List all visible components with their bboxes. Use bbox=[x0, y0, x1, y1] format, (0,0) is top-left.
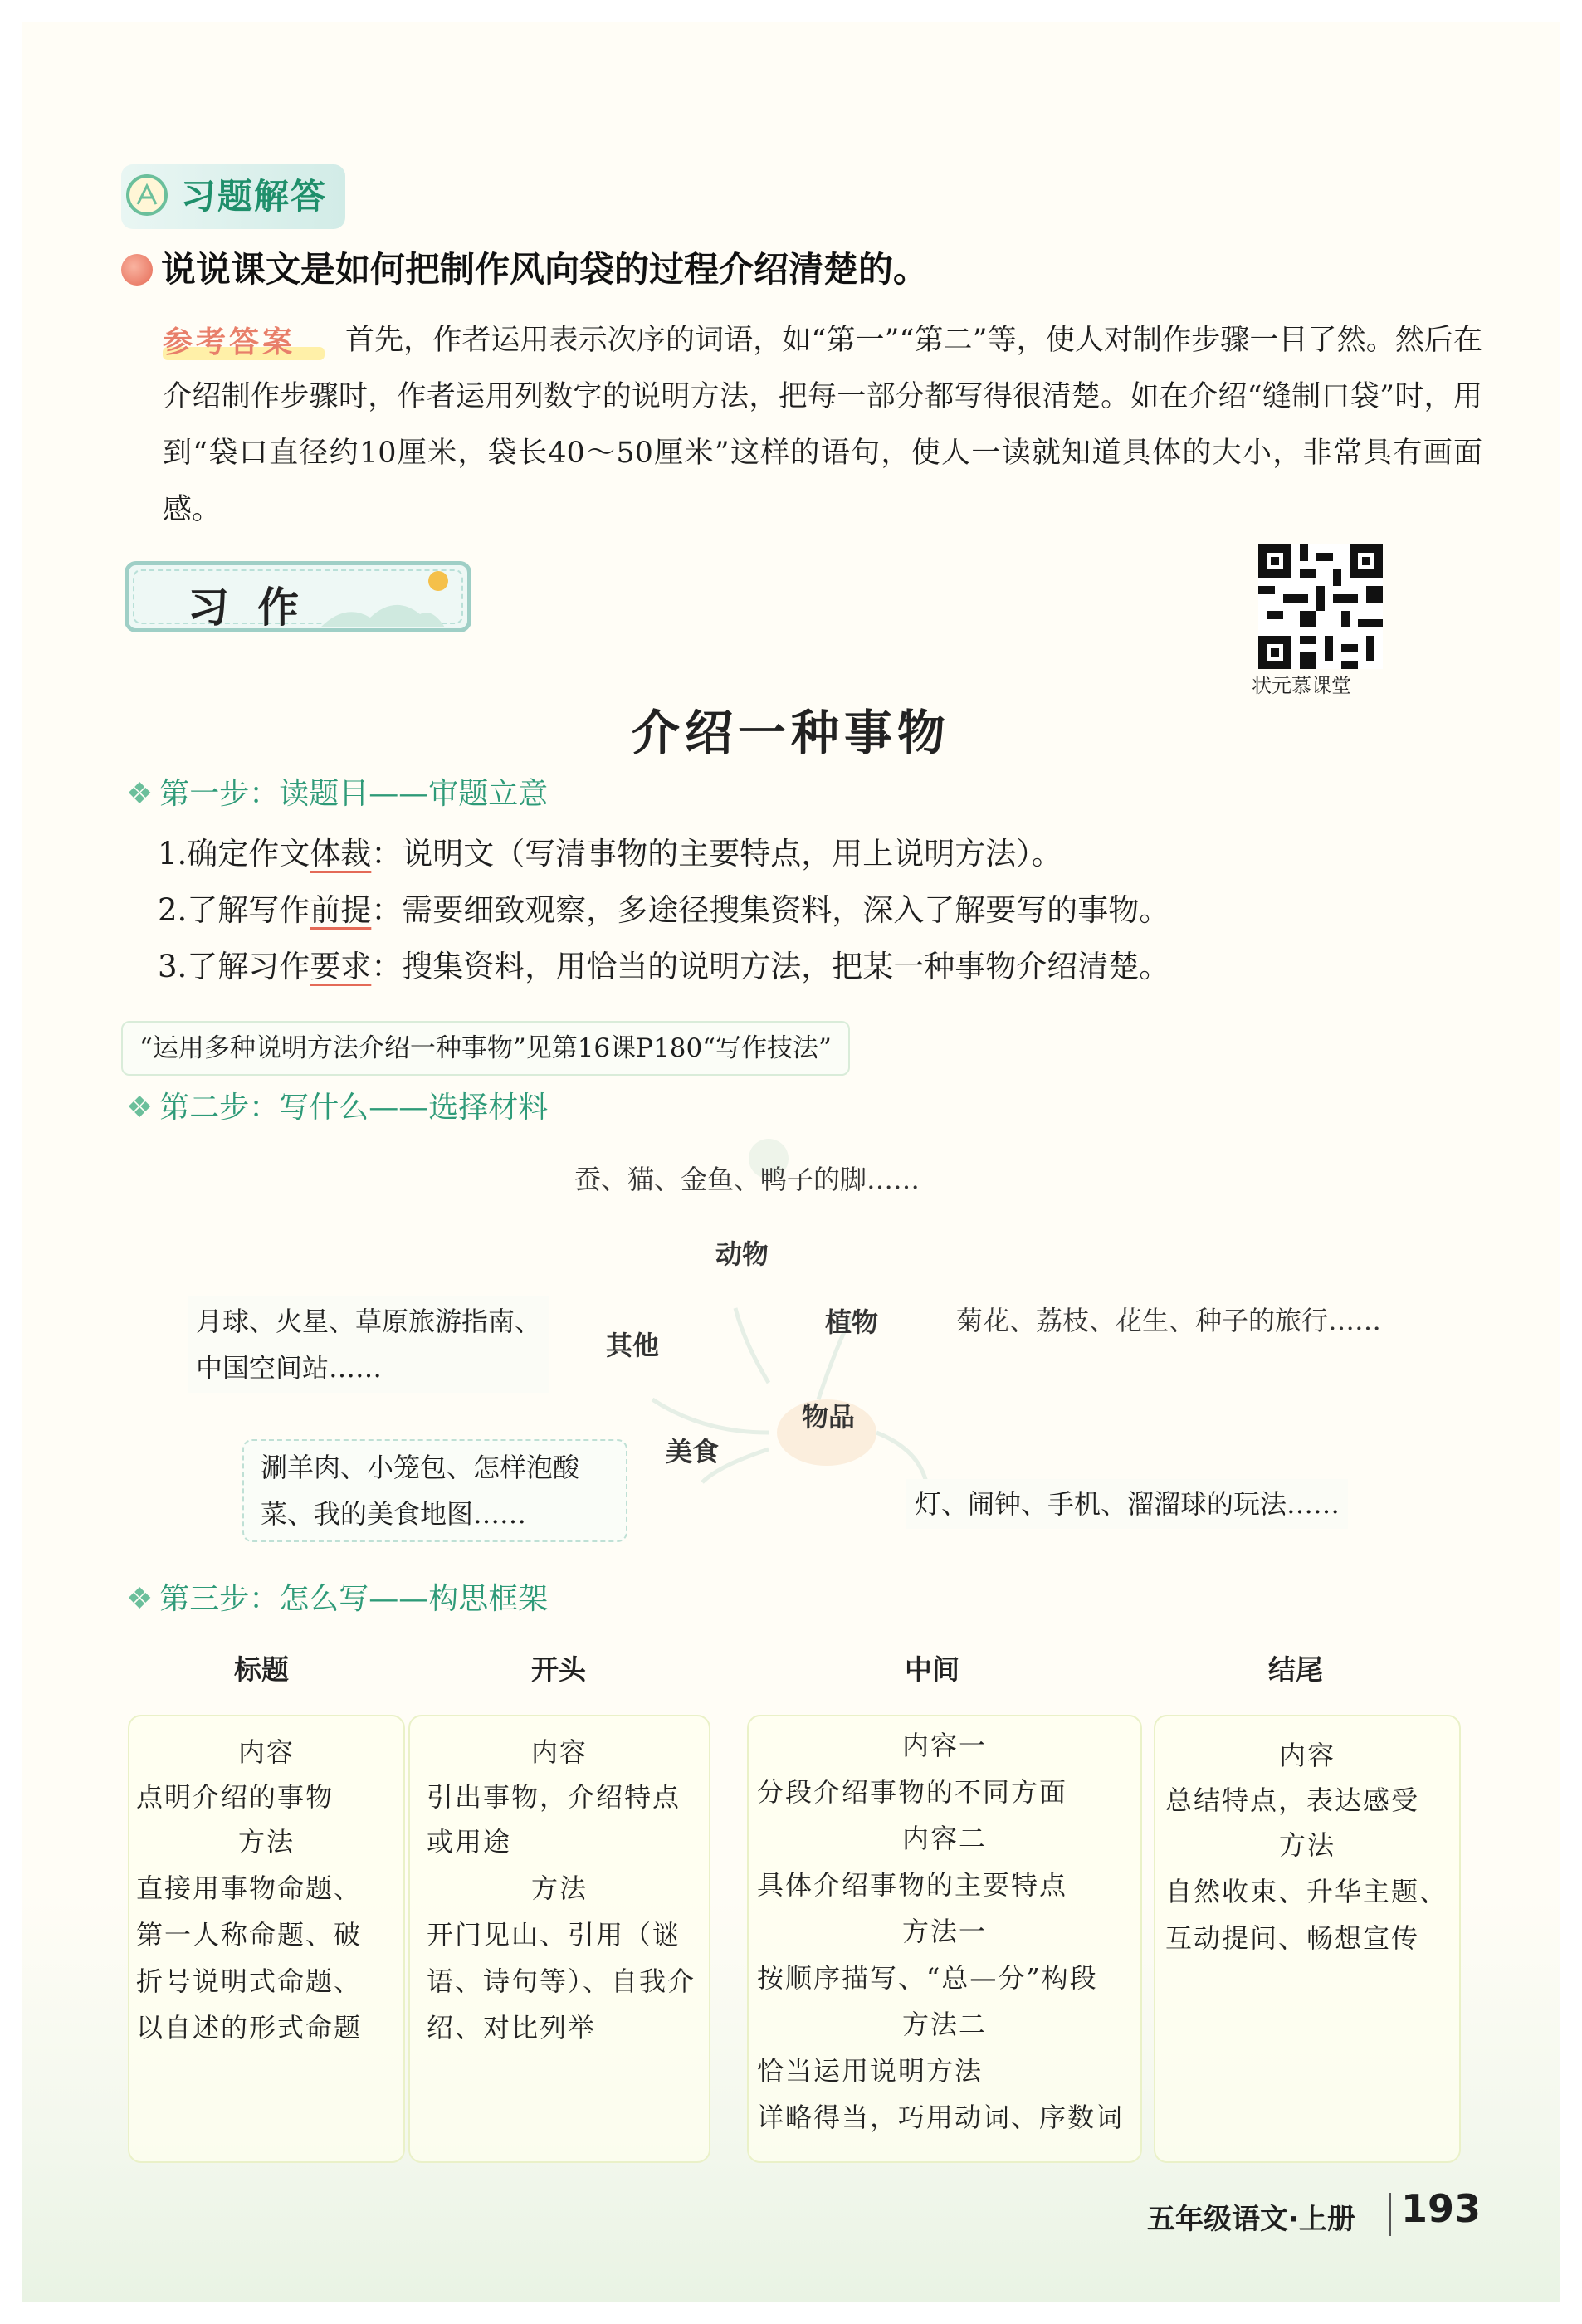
col-line: 以自述的形式命题 bbox=[136, 2012, 363, 2043]
col-line: 方法 bbox=[1278, 1829, 1335, 1861]
diamond-icon: ❖ bbox=[126, 1582, 154, 1616]
section-icon bbox=[126, 174, 168, 216]
object-examples: 灯、闹钟、手机、溜溜球的玩法…… bbox=[906, 1479, 1348, 1529]
col-line: 分段介绍事物的不同方面 bbox=[757, 1776, 1068, 1808]
col-line: 或用途 bbox=[427, 1826, 512, 1858]
step1-heading-text: 第一步：读题目——审题立意 bbox=[159, 777, 549, 811]
col-line: 内容一 bbox=[901, 1730, 987, 1761]
step1-item-3: 3.了解习作要求：搜集资料，用恰当的说明方法，把某一种事物介绍清楚。 bbox=[158, 949, 1170, 984]
col-line: 内容 bbox=[1278, 1740, 1335, 1771]
col-title-heading: 标题 bbox=[234, 1653, 289, 1686]
col-line: 总结特点，表达感受 bbox=[1165, 1784, 1420, 1816]
mountain-icon bbox=[320, 594, 445, 627]
col-line: 引出事物，介绍特点 bbox=[427, 1781, 681, 1813]
category-animal: 动物 bbox=[715, 1238, 769, 1270]
tip-reference: “运用多种说明方法介绍一种事物”见第16课P180“写作技法” bbox=[121, 1021, 850, 1076]
col-line: 内容二 bbox=[901, 1823, 987, 1854]
diamond-icon: ❖ bbox=[126, 1091, 154, 1125]
section-label: 习题解答 bbox=[181, 176, 328, 217]
col-line: 内容 bbox=[530, 1736, 588, 1768]
footer-book-title: 五年级语文·上册 bbox=[1147, 2203, 1355, 2236]
col-line: 互动提问、畅想宣传 bbox=[1165, 1922, 1420, 1954]
step2-heading bbox=[126, 1084, 548, 1126]
col-title-middle: 中间 bbox=[905, 1653, 959, 1686]
col-line: 折号说明式命题、 bbox=[136, 1965, 363, 1997]
col-line: 方法 bbox=[237, 1826, 295, 1858]
food-examples bbox=[242, 1439, 627, 1542]
other-examples-line-2: 中国空间站…… bbox=[196, 1352, 383, 1384]
qr-caption: 状元慕课堂 bbox=[1252, 674, 1351, 697]
center-objects: 物品 bbox=[802, 1401, 856, 1433]
col-line: 方法 bbox=[530, 1872, 588, 1904]
col-line: 方法二 bbox=[901, 2009, 987, 2040]
question-text: 说说课文是如何把制作风向袋的过程介绍清楚的。 bbox=[161, 249, 929, 290]
col-line: 绍、对比列举 bbox=[427, 2012, 597, 2043]
food-examples-line-2: 菜、我的美食地图…… bbox=[261, 1498, 527, 1530]
answer-label: 参考答案 bbox=[163, 325, 296, 359]
col-line: 第一人称命题、破 bbox=[136, 1919, 363, 1950]
category-food: 美食 bbox=[666, 1436, 720, 1467]
sun-icon bbox=[428, 571, 448, 591]
col-line: 内容 bbox=[237, 1736, 295, 1768]
other-examples-line-1: 月球、火星、草原旅游指南、 bbox=[196, 1306, 542, 1337]
step3-heading-text: 第三步：怎么写——构思框架 bbox=[159, 1582, 549, 1616]
page-number: 193 bbox=[1401, 2186, 1482, 2231]
footer-divider bbox=[1389, 2193, 1391, 2236]
col-line: 详略得当，巧用动词、序数词 bbox=[757, 2102, 1125, 2133]
answer-text: 首先，作者运用表示次序的词语，如“第一”“第二”等，使人对制作步骤一目了然。然后在介绍制作步骤时，作者运用列数字的说明方法，把每一部分都写得很清楚。如在介绍“缝制口袋”时，用到“袋口直径约10厘米，袋长40～50厘米”这样的语句，使人一读就知道具体的大小，非常具有画面感。 bbox=[163, 324, 1482, 526]
question-bullet-icon bbox=[121, 254, 153, 286]
step1-item-2: 2.了解写作前提：需要细致观察，多途径搜集资料，深入了解要写的事物。 bbox=[158, 892, 1170, 928]
col-line: 方法一 bbox=[901, 1916, 987, 1947]
textbook-page bbox=[22, 22, 1560, 2302]
step1-item-1: 1.确定作文体裁：说明文（写清事物的主要特点，用上说明方法）。 bbox=[158, 836, 1062, 872]
col-line: 具体介绍事物的主要特点 bbox=[757, 1869, 1068, 1901]
writing-tab-label: 习作 bbox=[188, 583, 327, 632]
col-title-ending: 结尾 bbox=[1268, 1653, 1323, 1686]
col-title-opening: 开头 bbox=[531, 1653, 586, 1686]
diamond-icon: ❖ bbox=[126, 777, 154, 811]
food-examples-line-1: 涮羊肉、小笼包、怎样泡酸 bbox=[261, 1452, 580, 1483]
other-examples bbox=[188, 1296, 549, 1393]
step1-heading bbox=[126, 770, 548, 813]
col-line: 按顺序描写、“总—分”构段 bbox=[757, 1962, 1098, 1994]
col-line: 直接用事物命题、 bbox=[136, 1872, 363, 1904]
category-plant: 植物 bbox=[825, 1306, 879, 1338]
step2-heading-text: 第二步：写什么——选择材料 bbox=[159, 1091, 549, 1125]
col-line: 开门见山、引用（谜 bbox=[427, 1919, 681, 1950]
composition-title: 介绍一种事物 bbox=[631, 705, 950, 761]
animal-examples: 蚕、猫、金鱼、鸭子的脚…… bbox=[574, 1164, 920, 1195]
category-other: 其他 bbox=[606, 1330, 660, 1361]
plant-examples: 菊花、荔枝、花生、种子的旅行…… bbox=[956, 1305, 1382, 1336]
col-line: 点明介绍的事物 bbox=[136, 1781, 334, 1813]
qr-code-icon[interactable] bbox=[1258, 544, 1383, 669]
col-line: 自然收束、升华主题、 bbox=[1165, 1876, 1448, 1907]
col-line: 语、诗句等）、自我介 bbox=[427, 1965, 696, 1997]
col-line: 恰当运用说明方法 bbox=[757, 2055, 984, 2087]
step3-heading bbox=[126, 1575, 548, 1618]
